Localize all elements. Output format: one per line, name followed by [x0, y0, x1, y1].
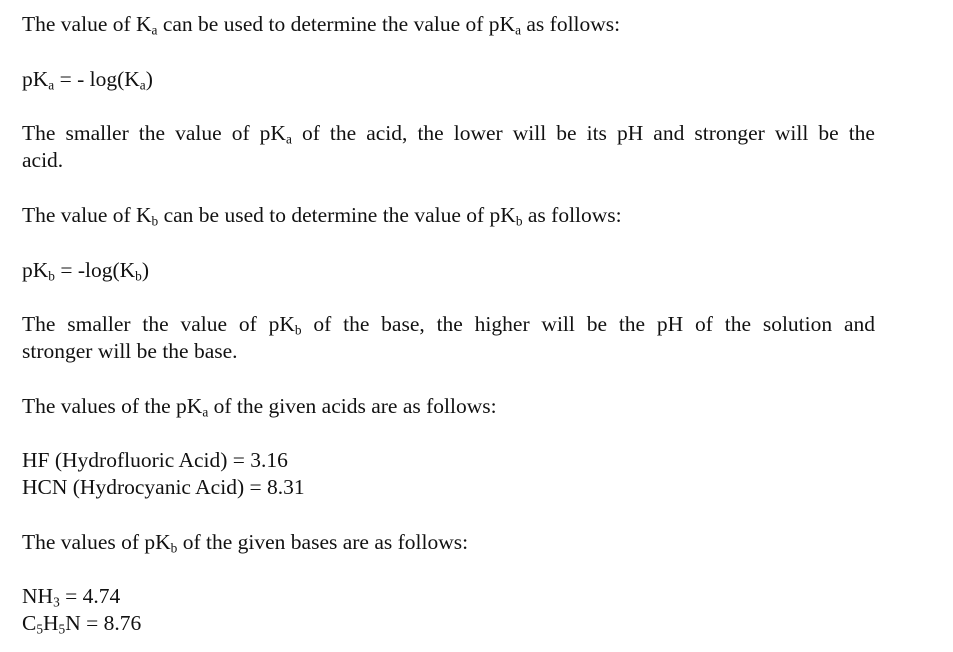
subscript: a	[515, 22, 521, 38]
text-run: N = 8.76	[65, 611, 142, 635]
subscript: a	[285, 131, 292, 147]
text-run: The smaller the value of pK	[22, 312, 295, 336]
text-run: pK	[22, 67, 49, 91]
text-run: as follows:	[522, 203, 622, 227]
subscript: b	[294, 322, 302, 338]
text-run: of the given acids are as follows:	[208, 394, 497, 418]
text-run: The values of the pK	[22, 394, 203, 418]
ka-intro-line	[22, 11, 882, 38]
text-run: The value of K	[22, 203, 152, 227]
text-run: of the base, the higher will be the pH of the solution and	[301, 312, 875, 336]
text-run: C	[22, 611, 37, 635]
text-run: H	[43, 611, 59, 635]
text-run: as follows:	[521, 12, 621, 36]
text-run: pK	[22, 258, 49, 282]
text-run: can be used to determine the value of pK	[158, 203, 516, 227]
acid-value-hf: HF (Hydrofluoric Acid) = 3.16	[22, 448, 288, 472]
subscript: b	[515, 213, 523, 229]
subscript: 5	[36, 621, 44, 637]
base-value-nh3	[22, 583, 882, 610]
text-run: = 4.74	[59, 584, 121, 608]
pka-explanation-paragraph	[22, 120, 875, 174]
subscript: b	[170, 540, 178, 556]
text-run: )	[141, 258, 149, 282]
subscript: a	[151, 22, 158, 38]
text-run: )	[145, 67, 153, 91]
text-run: = -log(K	[54, 258, 136, 282]
text-run: of the acid, the lower will be its pH and stronger will be the	[291, 121, 875, 145]
acids-intro-line	[22, 393, 882, 420]
subscript: b	[151, 213, 159, 229]
text-run: The smaller the value of pK	[22, 121, 286, 145]
text-run: The values of pK	[22, 530, 171, 554]
text-run: The value of K	[22, 12, 152, 36]
text-run: = - log(K	[54, 67, 140, 91]
subscript: a	[139, 77, 146, 93]
pkb-formula	[22, 257, 882, 284]
subscript: b	[48, 268, 55, 284]
bases-intro-line	[22, 529, 882, 556]
subscript: a	[202, 404, 209, 420]
subscript: b	[135, 268, 142, 284]
paragraph-line	[22, 311, 875, 338]
kb-intro-line	[22, 202, 882, 229]
pkb-explanation-paragraph	[22, 311, 875, 365]
subscript: a	[48, 77, 55, 93]
text-run: NH	[22, 584, 54, 608]
pka-formula	[22, 66, 882, 93]
paragraph-line: stronger will be the base.	[22, 339, 238, 363]
paragraph-line	[22, 120, 875, 147]
text-run: of the given bases are as follows:	[177, 530, 469, 554]
text-run: can be used to determine the value of pK	[157, 12, 516, 36]
base-value-pyridine	[22, 610, 882, 637]
subscript: 5	[58, 621, 66, 637]
acid-value-hcn: HCN (Hydrocyanic Acid) = 8.31	[22, 475, 305, 499]
subscript: 3	[53, 594, 60, 610]
paragraph-line: acid.	[22, 148, 64, 172]
